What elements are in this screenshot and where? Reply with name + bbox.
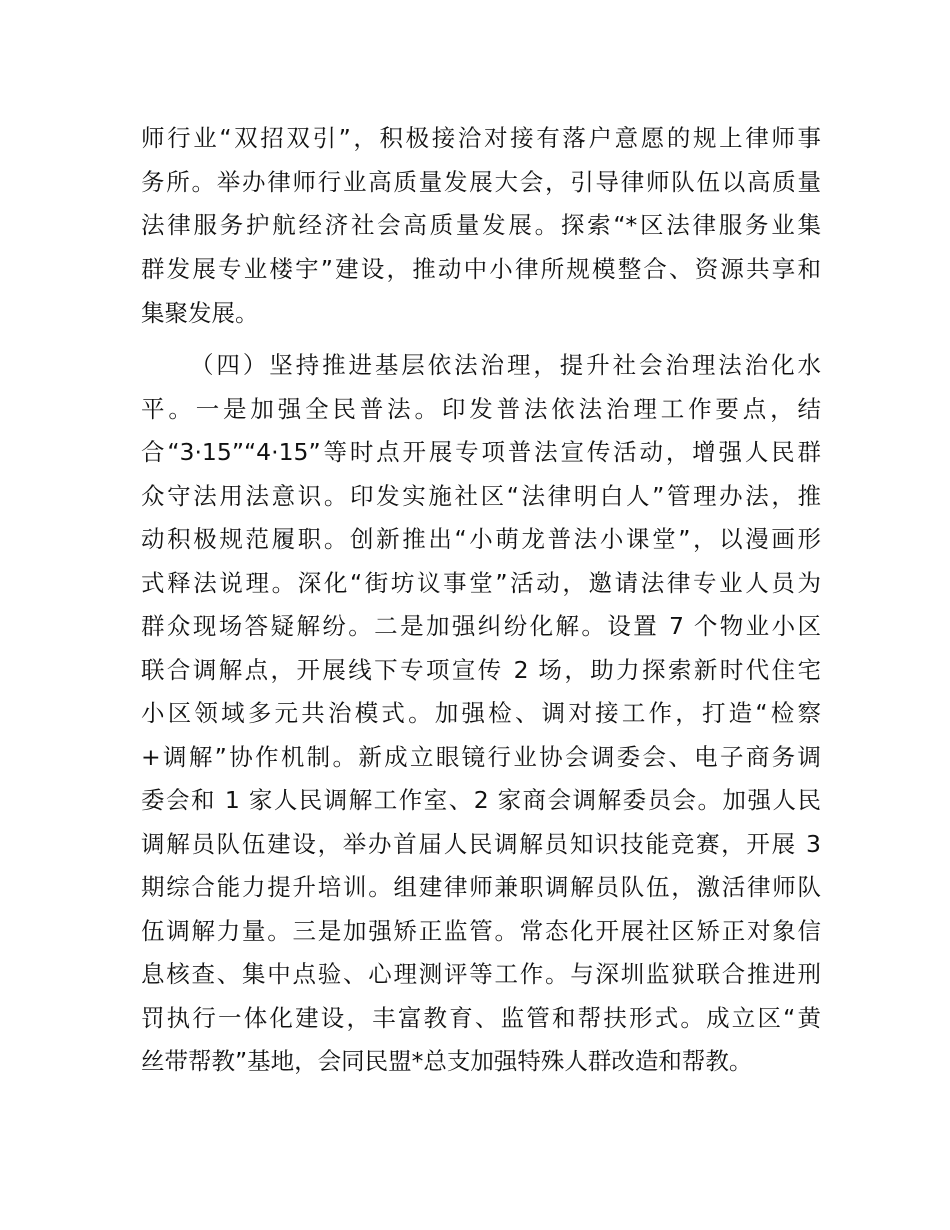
paragraph-line: 式释法说理。深化“街坊议事堂”活动，邀请法律专业人员为 — [141, 569, 821, 597]
paragraph-line: 息核查、集中点验、心理测评等工作。与深圳监狱联合推进刑 — [141, 960, 821, 988]
paragraph-line: 务所。举办律师行业高质量发展大会，引导律师队伍以高质量 — [141, 168, 821, 196]
paragraph-line: 调解员队伍建设，举办首届人民调解员知识技能竞赛，开展 3 — [141, 830, 821, 858]
paragraph-line: 集聚发展。 — [141, 299, 259, 327]
section-heading-line: （四）坚持推进基层依法治理，提升社会治理法治化水 — [190, 351, 821, 379]
paragraph-line: 伍调解力量。三是加强矫正监管。常态化开展社区矫正对象信 — [141, 917, 821, 945]
paragraph-line: 小区领域多元共治模式。加强检、调对接工作，打造“检察 — [141, 699, 821, 727]
paragraph-line: 师行业“双招双引”，积极接洽对接有落户意愿的规上律师事 — [141, 124, 821, 152]
paragraph-line: 丝带帮教”基地，会同民盟*总支加强特殊人群改造和帮教。 — [141, 1047, 753, 1075]
paragraph-line: 群众现场答疑解纷。二是加强纠纷化解。设置 7 个物业小区 — [141, 612, 821, 640]
paragraph-line: 期综合能力提升培训。组建律师兼职调解员队伍，激活律师队 — [141, 873, 821, 901]
paragraph-line: 罚执行一体化建设，丰富教育、监管和帮扶形式。成立区“黄 — [141, 1004, 821, 1032]
paragraph-line: 平。一是加强全民普法。印发普法依法治理工作要点，结 — [141, 395, 821, 423]
paragraph-line: +调解”协作机制。新成立眼镜行业协会调委会、电子商务调 — [141, 743, 821, 771]
paragraph-line: 联合调解点，开展线下专项宣传 2 场，助力探索新时代住宅 — [141, 656, 821, 684]
paragraph-line: 众守法用法意识。印发实施社区“法律明白人”管理办法，推 — [141, 482, 821, 510]
paragraph-line: 群发展专业楼宇”建设，推动中小律所规模整合、资源共享和 — [141, 255, 821, 283]
paragraph-line: 法律服务护航经济社会高质量发展。探索“*区法律服务业集 — [141, 211, 821, 239]
paragraph-line: 合“3·15”“4·15”等时点开展专项普法宣传活动，增强人民群 — [141, 438, 821, 466]
paragraph-line: 动积极规范履职。创新推出“小萌龙普法小课堂”，以漫画形 — [141, 525, 821, 553]
paragraph-line: 委会和 1 家人民调解工作室、2 家商会调解委员会。加强人民 — [141, 786, 821, 814]
